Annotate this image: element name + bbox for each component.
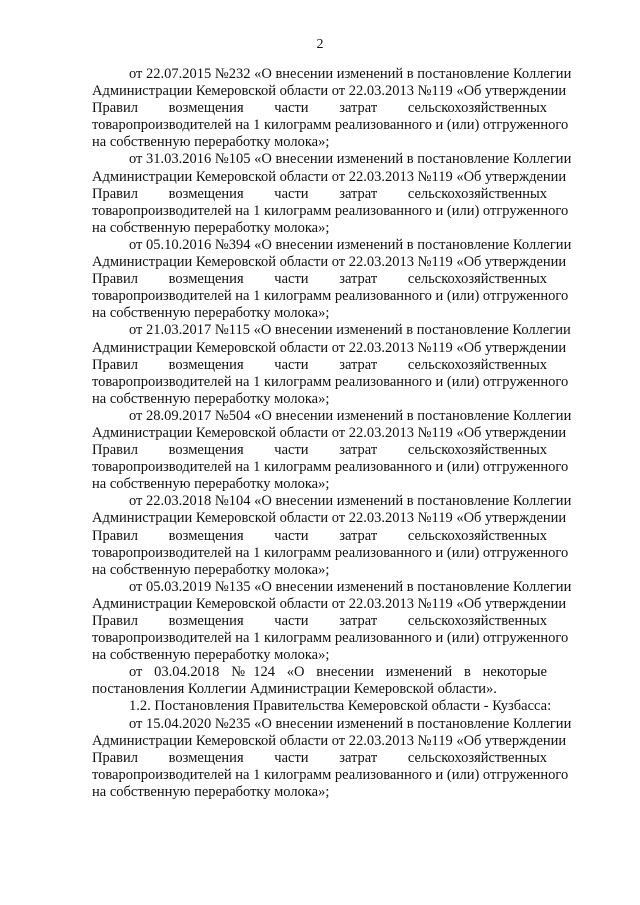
text-line: 1.2. Постановления Правительства Кемеровской области - Кузбасса: xyxy=(129,698,552,715)
paragraph xyxy=(92,664,547,698)
text-line: от 05.10.2016 №394 «О внесении изменений в постановление Коллегии xyxy=(129,236,572,253)
text-line: от 03.04.2018 №124 «О внесении изменений в некоторые xyxy=(129,664,547,681)
text-line: Правил возмещения части затрат сельскохозяйственных xyxy=(92,356,547,373)
paragraph xyxy=(92,322,571,407)
text-line: Правил возмещения части затрат сельскохозяйственных xyxy=(92,442,547,459)
text-line: от 22.07.2015 №232 «О внесении изменений в постановление Коллегии xyxy=(129,66,572,82)
paragraph xyxy=(92,151,572,236)
text-line: на собственную переработку молока»; xyxy=(92,561,330,578)
document-body xyxy=(92,66,572,801)
text-line: товаропроизводителей на 1 килограмм реализованного и (или) отгруженного xyxy=(92,117,569,134)
text-line: на собственную переработку молока»; xyxy=(92,134,330,151)
text-line: Администрации Кемеровской области от 22.03.2013 №119 «Об утверждении xyxy=(92,424,567,441)
paragraph xyxy=(92,407,572,493)
text-line: товаропроизводителей на 1 килограмм реализованного и (или) отгруженного xyxy=(92,288,569,305)
text-line: Администрации Кемеровской области от 22.03.2013 №119 «Об утверждении xyxy=(92,510,567,527)
text-line: Администрации Кемеровской области от 22.03.2013 №119 «Об утверждении xyxy=(92,83,567,100)
text-line: Правил возмещения части затрат сельскохозяйственных xyxy=(92,100,547,117)
paragraph xyxy=(92,715,572,801)
text-line: Администрации Кемеровской области от 22.03.2013 №119 «Об утверждении xyxy=(92,595,567,612)
text-line: Администрации Кемеровской области от 22.03.2013 №119 «Об утверждении xyxy=(92,254,567,271)
text-line: от 21.03.2017 №115 «О внесении изменений в постановление Коллегии xyxy=(129,322,571,339)
text-line: от 28.09.2017 №504 «О внесении изменений в постановление Коллегии xyxy=(129,407,572,424)
text-line: товаропроизводителей на 1 килограмм реализованного и (или) отгруженного xyxy=(92,766,569,783)
paragraph xyxy=(92,578,572,664)
text-line: товаропроизводителей на 1 килограмм реализованного и (или) отгруженного xyxy=(92,630,569,647)
text-line: на собственную переработку молока»; xyxy=(92,476,330,493)
text-line: от 05.03.2019 №135 «О внесении изменений в постановление Коллегии xyxy=(129,578,572,595)
text-line: Правил возмещения части затрат сельскохозяйственных xyxy=(92,613,547,629)
text-line: на собственную переработку молока»; xyxy=(92,305,330,322)
paragraph xyxy=(92,493,572,578)
text-line: Правил возмещения части затрат сельскохозяйственных xyxy=(92,271,547,288)
text-line: на собственную переработку молока»; xyxy=(92,219,330,236)
text-line: Администрации Кемеровской области от 22.03.2013 №119 «Об утверждении xyxy=(92,339,567,356)
text-line: Правил возмещения части затрат сельскохозяйственных xyxy=(92,185,547,202)
text-line: Правил возмещения части затрат сельскохозяйственных xyxy=(92,749,547,766)
text-line: от 22.03.2018 №104 «О внесении изменений в постановление Коллегии xyxy=(129,493,572,510)
page-number: 2 xyxy=(316,37,324,52)
paragraph xyxy=(92,698,552,715)
paragraph xyxy=(92,66,572,151)
text-line: Правил возмещения части затрат сельскохозяйственных xyxy=(92,527,547,544)
paragraph xyxy=(92,236,572,322)
text-line: на собственную переработку молока»; xyxy=(92,647,330,664)
text-line: от 15.04.2020 №235 «О внесении изменений в постановление Коллегии xyxy=(129,715,572,732)
text-line: от 31.03.2016 №105 «О внесении изменений в постановление Коллегии xyxy=(129,151,572,168)
text-line: постановления Коллегии Администрации Кемеровской области». xyxy=(92,681,497,698)
text-line: Администрации Кемеровской области от 22.03.2013 №119 «Об утверждении xyxy=(92,732,567,749)
text-line: товаропроизводителей на 1 килограмм реализованного и (или) отгруженного xyxy=(92,459,569,476)
text-line: товаропроизводителей на 1 килограмм реализованного и (или) отгруженного xyxy=(92,202,569,219)
text-line: на собственную переработку молока»; xyxy=(92,390,330,407)
text-line: товаропроизводителей на 1 килограмм реализованного и (или) отгруженного xyxy=(92,544,569,561)
text-line: Администрации Кемеровской области от 22.03.2013 №119 «Об утверждении xyxy=(92,168,567,185)
text-line: товаропроизводителей на 1 килограмм реализованного и (или) отгруженного xyxy=(92,373,569,390)
text-line: на собственную переработку молока»; xyxy=(92,783,330,800)
